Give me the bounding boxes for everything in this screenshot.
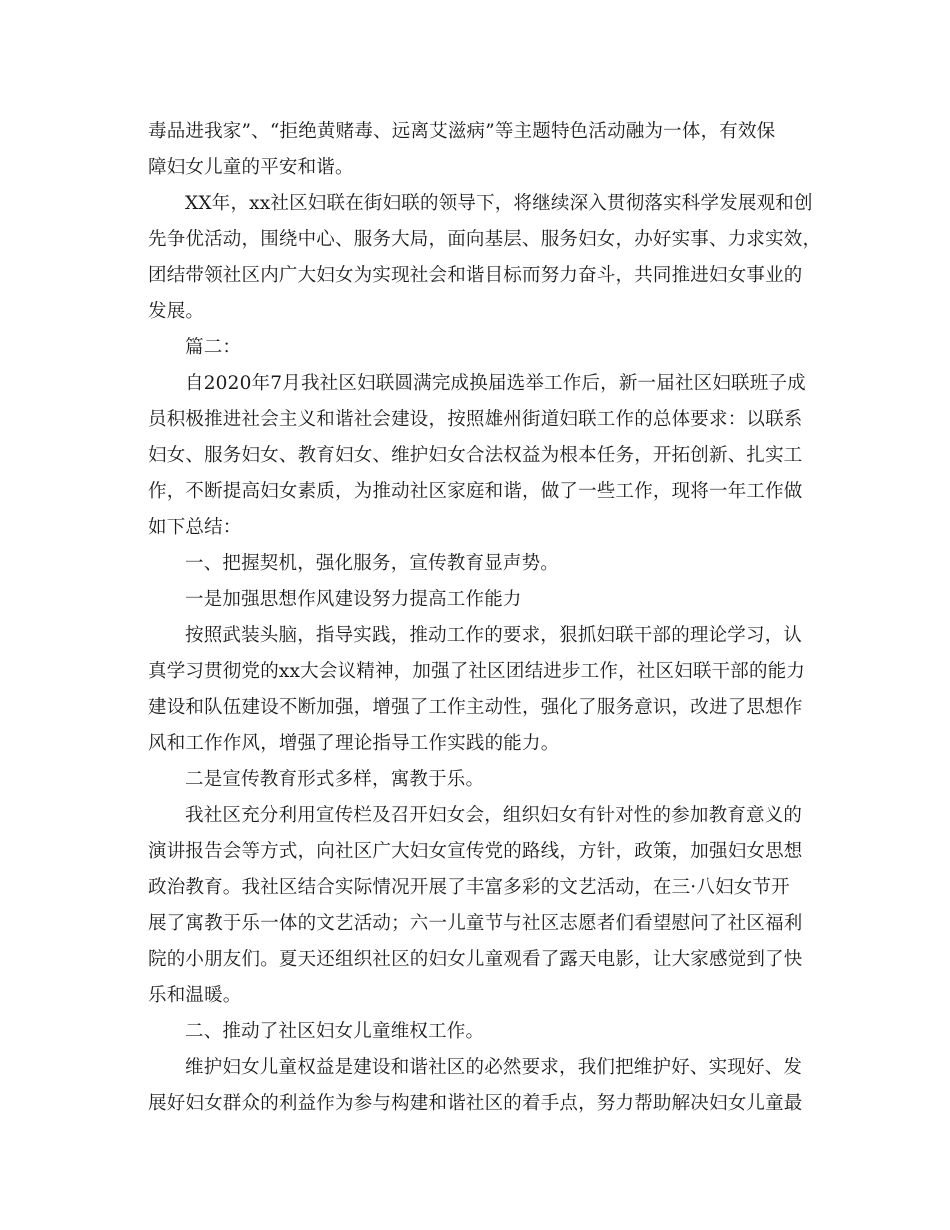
text-line: 我社区充分利用宣传栏及召开妇女会，组织妇女有针对性的参加教育意义的 — [185, 805, 803, 826]
text-line: 乐和温暖。 — [148, 985, 242, 1006]
text-line: 员积极推进社会主义和谐社会建设，按照雄州街道妇联工作的总体要求：以联系 — [148, 409, 803, 430]
text-line: 展了寓教于乐一体的文艺活动；六一儿童节与社区志愿者们看望慰问了社区福利 — [148, 913, 803, 934]
text-line: 维护妇女儿童权益是建设和谐社区的必然要求，我们把维护好、实现好、发 — [185, 1057, 803, 1078]
text-line: 按照武装头脑，指导实践，推动工作的要求，狠抓妇联干部的理论学习，认 — [185, 625, 803, 646]
text-line: 演讲报告会等方式，向社区广大妇女宣传党的路线，方针，政策，加强妇女思想 — [148, 841, 803, 862]
text-line: 一、把握契机，强化服务，宣传教育显声势。 — [185, 553, 560, 574]
text-line: XX年，xx社区妇联在街妇联的领导下，将继续深入贯彻落实科学发展观和创 — [185, 193, 813, 214]
text-line: 二是宣传教育形式多样，寓教于乐。 — [185, 769, 485, 790]
text-line: 院的小朋友们。夏天还组织社区的妇女儿童观看了露天电影，让大家感觉到了快 — [148, 949, 803, 970]
text-line: 发展。 — [148, 301, 205, 322]
text-line: 作，不断提高妇女素质，为推动社区家庭和谐，做了一些工作，现将一年工作做 — [148, 481, 803, 502]
text-line: 一是加强思想作风建设努力提高工作能力 — [185, 589, 522, 610]
text-line: 风和工作作风，增强了理论指导工作实践的能力。 — [148, 733, 560, 754]
text-line: 真学习贯彻党的xx大会议精神，加强了社区团结进步工作，社区妇联干部的能力 — [148, 661, 806, 682]
text-line: 妇女、服务妇女、教育妇女、维护妇女合法权益为根本任务，开拓创新、扎实工 — [148, 445, 803, 466]
document-body — [148, 114, 822, 1122]
text-line: 团结带领社区内广大妇女为实现社会和谐目标而努力奋斗，共同推进妇女事业的 — [148, 265, 803, 286]
text-line: 篇二： — [185, 337, 242, 358]
text-line: 障妇女儿童的平安和谐。 — [148, 157, 354, 178]
text-line: 建设和队伍建设不断加强，增强了工作主动性，强化了服务意识，改进了思想作 — [148, 697, 803, 718]
text-line: 展好妇女群众的利益作为参与构建和谐社区的着手点，努力帮助解决妇女儿童最 — [148, 1093, 803, 1114]
text-line: 政治教育。我社区结合实际情况开展了丰富多彩的文艺活动，在三·八妇女节开 — [148, 877, 790, 898]
text-line: 自2020年7月我社区妇联圆满完成换届选举工作后，新一届社区妇联班子成 — [185, 373, 806, 394]
text-line: 二、推动了社区妇女儿童维权工作。 — [185, 1021, 485, 1042]
text-line: 如下总结： — [148, 517, 242, 538]
text-line: 毒品进我家”、“拒绝黄赌毒、远离艾滋病”等主题特色活动融为一体，有效保 — [148, 121, 776, 142]
text-line: 先争优活动，围绕中心、服务大局，面向基层、服务妇女，办好实事、力求实效， — [148, 229, 822, 250]
